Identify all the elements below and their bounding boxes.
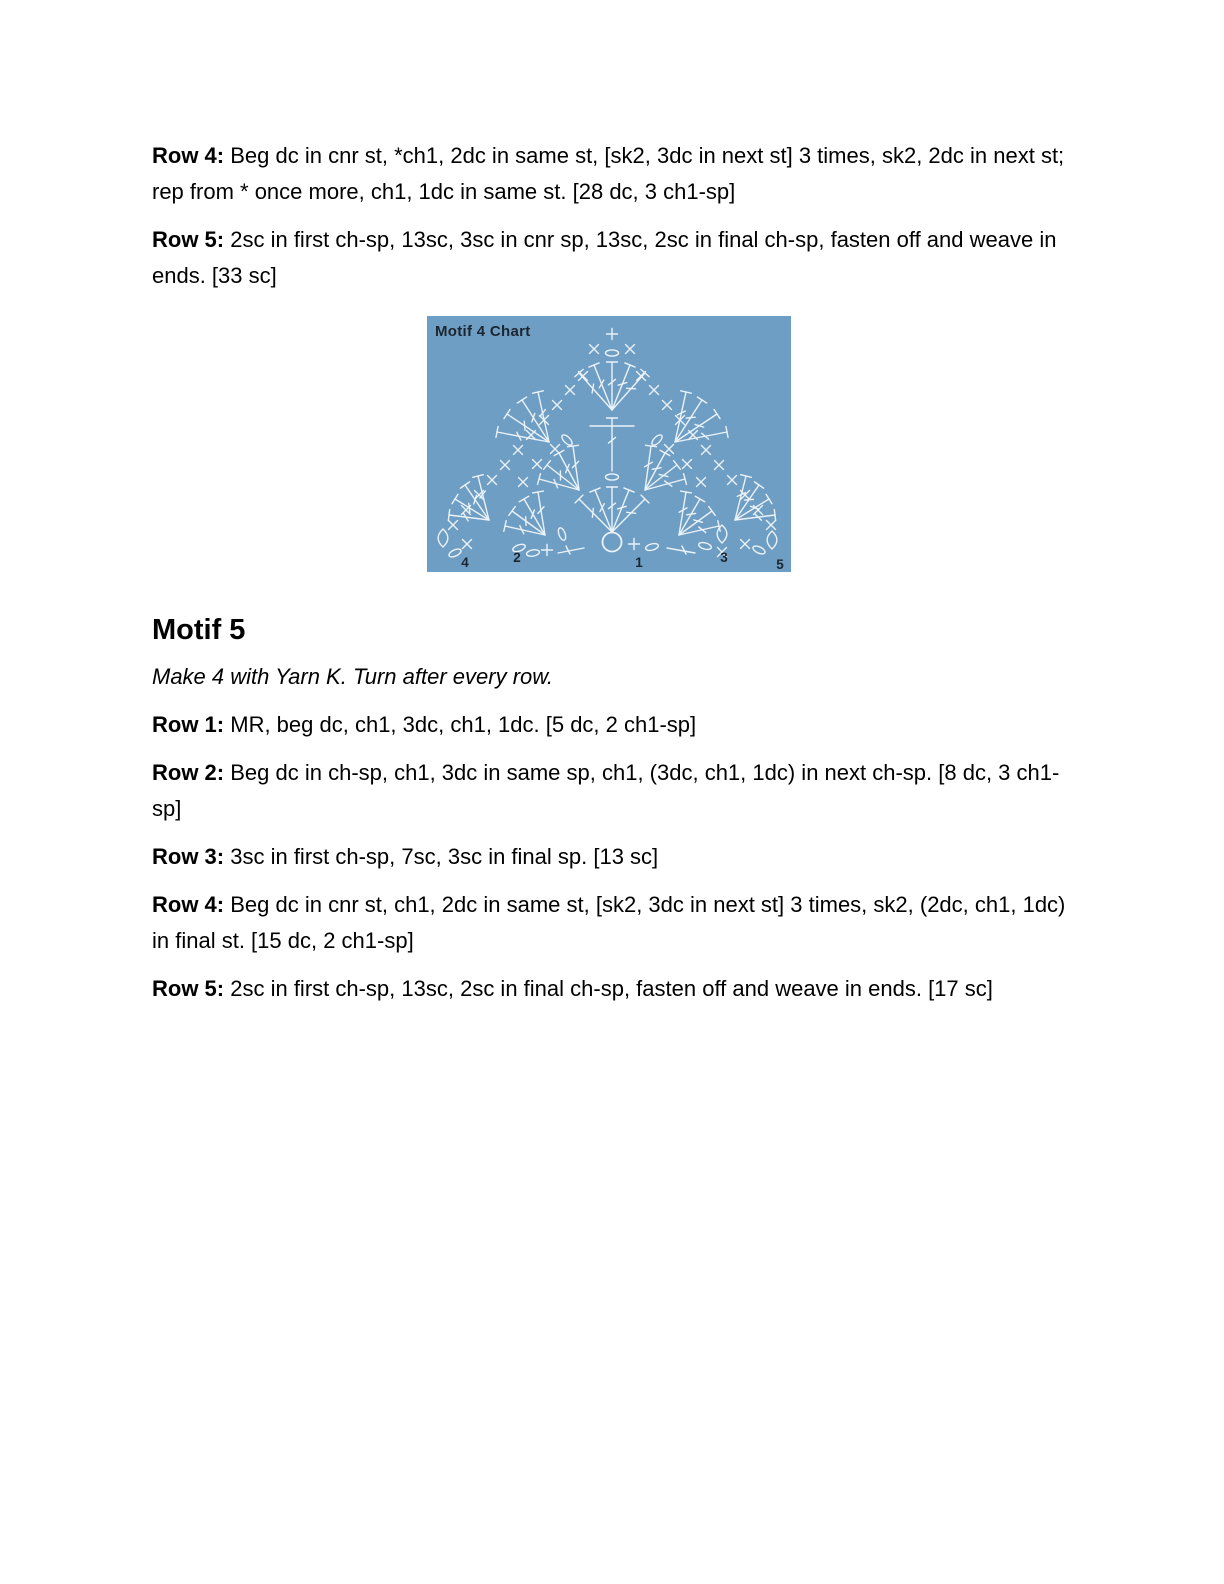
motif5-row1-instruction [152,707,1068,743]
motif-4-chart-image [427,316,791,572]
row-label: Row 3: [152,844,225,869]
row-text: Beg dc in ch-sp, ch1, 3dc in same sp, ch1, (3dc, ch1, 1dc) in next ch-sp. [8 dc, 3 ch1-sp] [152,760,1060,821]
document-content [152,138,1068,1019]
chart-title: Motif 4 Chart [435,323,531,340]
motif5-heading: Motif 5 [152,614,246,646]
row-text: 2sc in first ch-sp, 13sc, 2sc in final ch-sp, fasten off and weave in ends. [17 sc] [224,976,993,1001]
row-label: Row 4: [152,892,225,917]
row-label: Row 1: [152,712,225,737]
row-label: Row 2: [152,760,225,785]
motif5-row2-instruction [152,755,1068,827]
row-text: 2sc in first ch-sp, 13sc, 3sc in cnr sp, 13sc, 2sc in final ch-sp, fasten off and weave in ends. [33 sc] [152,227,1057,288]
motif5-row4-instruction [152,887,1068,959]
row-text: Beg dc in cnr st, ch1, 2dc in same st, [sk2, 3dc in next st] 3 times, sk2, (2dc, ch1, 1dc) in final st. [15 dc, 2 ch1-sp] [152,892,1066,953]
row-number-5: 5 [776,557,784,572]
motif5-note: Make 4 with Yarn K. Turn after every row. [152,664,554,689]
row-label: Row 5: [152,227,225,252]
motif5-row3-instruction [152,839,1068,875]
row-text: Beg dc in cnr st, *ch1, 2dc in same st, [sk2, 3dc in next st] 3 times, sk2, 2dc in next st; rep from * once more, ch1, 1dc in same st. [28 dc, 3 ch1-sp] [152,143,1065,204]
row-number-4: 4 [461,555,469,570]
motif5-row5-instruction [152,971,1068,1007]
row-text: 3sc in first ch-sp, 7sc, 3sc in final sp. [13 sc] [224,844,659,869]
motif-4-chart-figure [427,316,791,572]
row-text: MR, beg dc, ch1, 3dc, ch1, 1dc. [5 dc, 2 ch1-sp] [224,712,697,737]
motif4-row4-instruction [152,138,1068,210]
row-number-2: 2 [513,550,521,565]
row-label: Row 5: [152,976,225,1001]
motif4-row5-instruction [152,222,1068,294]
row-label: Row 4: [152,143,225,168]
row-number-1: 1 [635,555,643,570]
row-number-3: 3 [720,550,728,565]
